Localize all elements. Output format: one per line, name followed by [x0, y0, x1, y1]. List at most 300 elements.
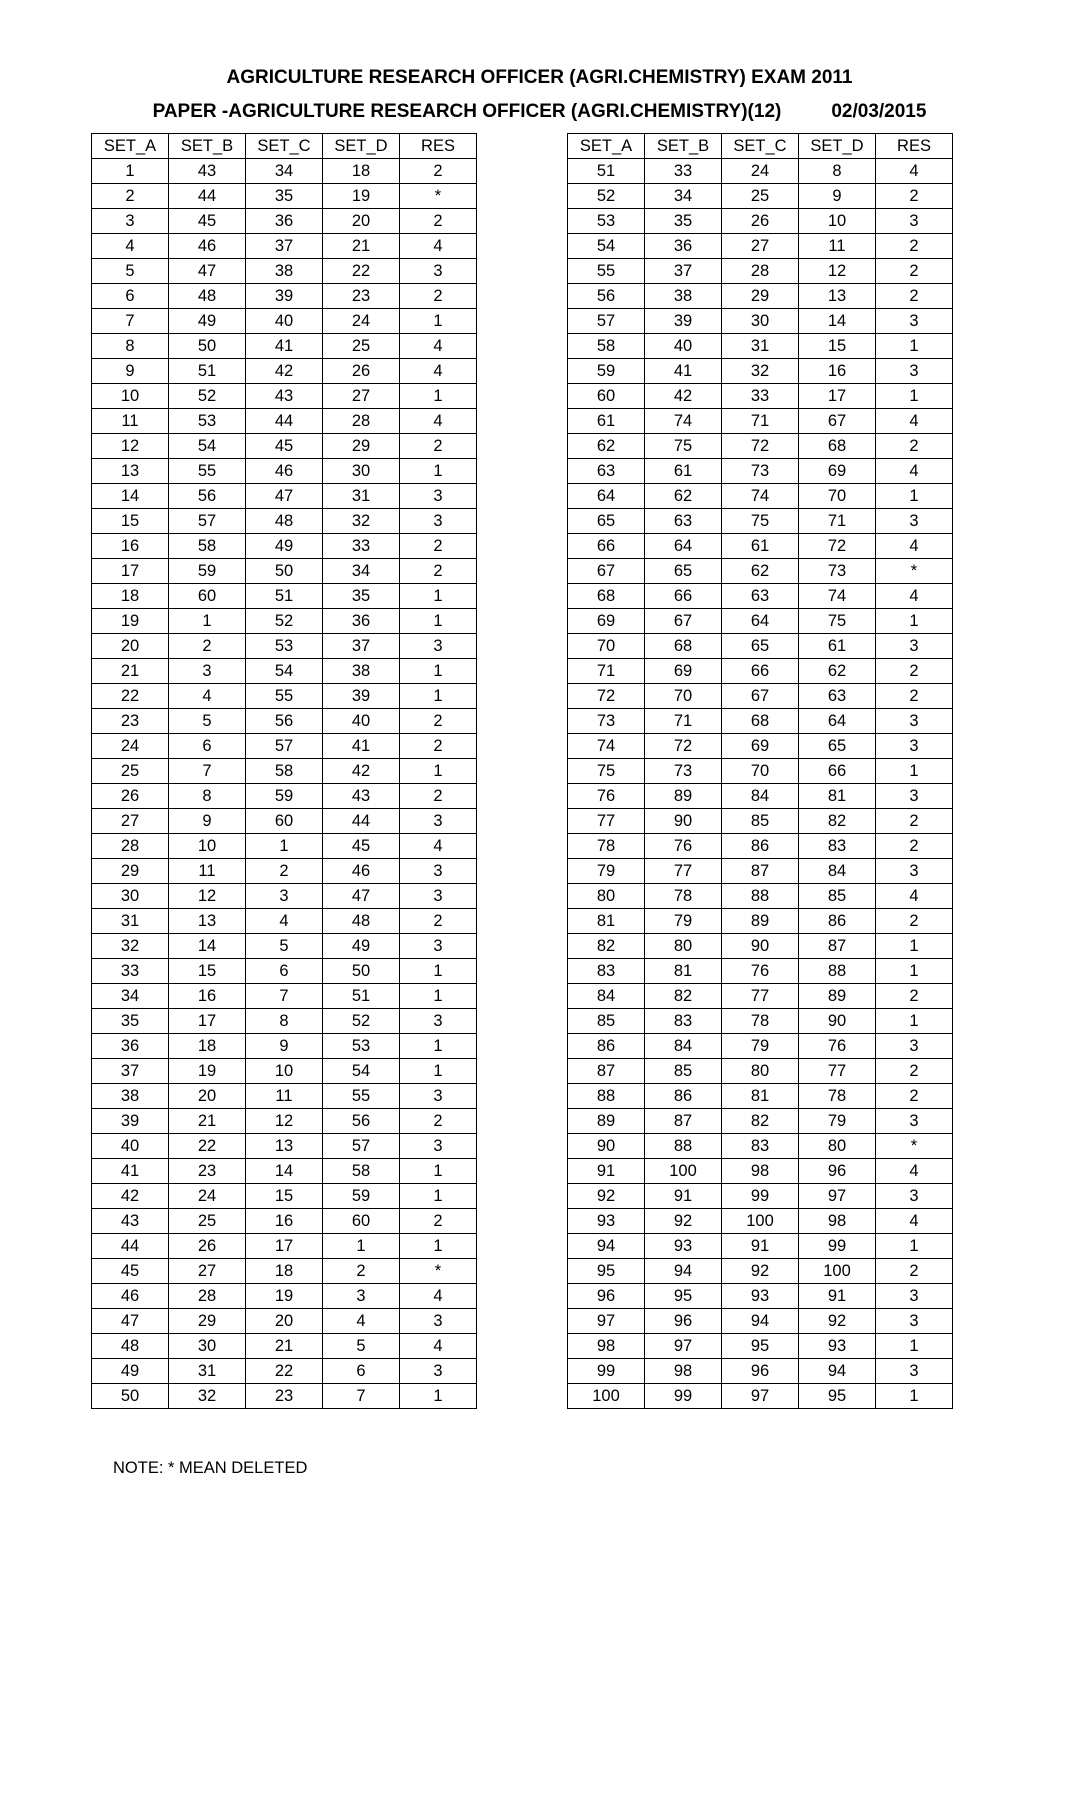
- table-row: [568, 484, 953, 509]
- table-cell: 2: [876, 834, 953, 859]
- table-cell: 51: [246, 584, 323, 609]
- table-cell: 20: [246, 1309, 323, 1334]
- table-cell: 15: [92, 509, 169, 534]
- table-row: [568, 659, 953, 684]
- table-row: [568, 1209, 953, 1234]
- table-row: [92, 659, 477, 684]
- table-cell: 47: [246, 484, 323, 509]
- table-row: [92, 534, 477, 559]
- table-row: [568, 984, 953, 1009]
- table-row: [92, 859, 477, 884]
- table-row: [92, 559, 477, 584]
- table-cell: 41: [246, 334, 323, 359]
- table-row: [568, 1159, 953, 1184]
- table-cell: 11: [169, 859, 246, 884]
- table-row: [92, 409, 477, 434]
- table-cell: 26: [92, 784, 169, 809]
- table-cell: 62: [568, 434, 645, 459]
- table-cell: 79: [722, 1034, 799, 1059]
- table-cell: 73: [799, 559, 876, 584]
- table-cell: 95: [568, 1259, 645, 1284]
- table-cell: 65: [568, 509, 645, 534]
- paper-name: PAPER -AGRICULTURE RESEARCH OFFICER (AGRI.CHEMISTRY)(12): [152, 101, 782, 122]
- table-cell: 97: [645, 1334, 722, 1359]
- table-cell: 76: [722, 959, 799, 984]
- table-cell: 62: [645, 484, 722, 509]
- table-cell: 72: [568, 684, 645, 709]
- table-cell: 1: [876, 384, 953, 409]
- table-cell: 82: [722, 1109, 799, 1134]
- table-row: [568, 384, 953, 409]
- table-cell: 2: [400, 709, 477, 734]
- table-cell: 86: [799, 909, 876, 934]
- table-cell: 48: [246, 509, 323, 534]
- table-cell: 25: [92, 759, 169, 784]
- table-cell: 39: [323, 684, 400, 709]
- table-cell: 16: [246, 1209, 323, 1234]
- table-cell: 90: [799, 1009, 876, 1034]
- table-cell: 56: [323, 1109, 400, 1134]
- table-cell: 1: [400, 1059, 477, 1084]
- table-cell: 27: [323, 384, 400, 409]
- table-body: [92, 159, 477, 1409]
- table-cell: 56: [568, 284, 645, 309]
- table-row: [568, 784, 953, 809]
- table-cell: 53: [246, 634, 323, 659]
- table-cell: 5: [246, 934, 323, 959]
- table-cell: 92: [568, 1184, 645, 1209]
- table-cell: 75: [645, 434, 722, 459]
- table-row: [568, 709, 953, 734]
- table-cell: 14: [246, 1159, 323, 1184]
- table-row: [92, 234, 477, 259]
- table-row: [92, 1359, 477, 1384]
- table-cell: 21: [169, 1109, 246, 1134]
- table-cell: 4: [400, 234, 477, 259]
- table-cell: 29: [169, 1309, 246, 1334]
- table-cell: 1: [876, 1009, 953, 1034]
- table-row: [92, 809, 477, 834]
- table-cell: 2: [876, 184, 953, 209]
- table-row: [568, 434, 953, 459]
- table-cell: 97: [568, 1309, 645, 1334]
- table-cell: 1: [876, 609, 953, 634]
- table-cell: 15: [169, 959, 246, 984]
- table-cell: 86: [568, 1034, 645, 1059]
- table-cell: 84: [722, 784, 799, 809]
- table-cell: 33: [92, 959, 169, 984]
- table-cell: 37: [645, 259, 722, 284]
- table-cell: 69: [568, 609, 645, 634]
- table-cell: 64: [722, 609, 799, 634]
- table-cell: 64: [799, 709, 876, 734]
- table-cell: 76: [645, 834, 722, 859]
- table-cell: 1: [876, 759, 953, 784]
- table-cell: 29: [722, 284, 799, 309]
- table-cell: 24: [323, 309, 400, 334]
- table-row: [568, 209, 953, 234]
- table-cell: 58: [568, 334, 645, 359]
- deleted-note: NOTE: * MEAN DELETED: [113, 1459, 308, 1477]
- table-cell: 77: [799, 1059, 876, 1084]
- table-row: [568, 734, 953, 759]
- table-row: [568, 884, 953, 909]
- table-row: [568, 509, 953, 534]
- table-cell: 34: [323, 559, 400, 584]
- table-cell: 67: [568, 559, 645, 584]
- table-row: [92, 1259, 477, 1284]
- table-cell: 83: [645, 1009, 722, 1034]
- table-row: [92, 509, 477, 534]
- table-cell: 59: [323, 1184, 400, 1209]
- table-cell: 39: [246, 284, 323, 309]
- table-cell: 3: [92, 209, 169, 234]
- table-row: [92, 1284, 477, 1309]
- table-cell: 75: [722, 509, 799, 534]
- table-cell: 60: [323, 1209, 400, 1234]
- table-cell: 57: [323, 1134, 400, 1159]
- table-cell: 3: [400, 809, 477, 834]
- answer-key-table-right: [567, 133, 953, 1409]
- table-cell: 73: [568, 709, 645, 734]
- table-row: [568, 959, 953, 984]
- table-row: [568, 809, 953, 834]
- table-cell: *: [876, 559, 953, 584]
- table-cell: 17: [246, 1234, 323, 1259]
- table-cell: 22: [169, 1134, 246, 1159]
- table-cell: 63: [568, 459, 645, 484]
- table-cell: 66: [568, 534, 645, 559]
- table-row: [568, 1359, 953, 1384]
- table-cell: 99: [568, 1359, 645, 1384]
- table-header-row: [568, 134, 953, 159]
- table-cell: 56: [246, 709, 323, 734]
- table-cell: 70: [799, 484, 876, 509]
- table-cell: 98: [799, 1209, 876, 1234]
- table-cell: 43: [92, 1209, 169, 1234]
- table-cell: 36: [323, 609, 400, 634]
- table-cell: 1: [876, 934, 953, 959]
- table-row: [568, 534, 953, 559]
- table-cell: 32: [92, 934, 169, 959]
- table-cell: 42: [323, 759, 400, 784]
- table-cell: 68: [799, 434, 876, 459]
- table-cell: 3: [876, 1284, 953, 1309]
- table-cell: 3: [876, 634, 953, 659]
- column-header: SET_D: [323, 134, 400, 159]
- table-cell: 5: [169, 709, 246, 734]
- table-row: [92, 384, 477, 409]
- table-cell: 30: [169, 1334, 246, 1359]
- table-row: [568, 1384, 953, 1409]
- table-cell: 3: [876, 734, 953, 759]
- table-header-row: [92, 134, 477, 159]
- table-cell: 74: [645, 409, 722, 434]
- table-cell: 95: [799, 1384, 876, 1409]
- table-cell: 12: [92, 434, 169, 459]
- table-cell: 84: [645, 1034, 722, 1059]
- table-cell: 52: [169, 384, 246, 409]
- table-cell: 71: [568, 659, 645, 684]
- table-row: [92, 834, 477, 859]
- table-cell: 18: [323, 159, 400, 184]
- table-row: [92, 1334, 477, 1359]
- table-cell: 70: [568, 634, 645, 659]
- table-cell: 59: [246, 784, 323, 809]
- table-cell: 14: [169, 934, 246, 959]
- table-cell: 7: [246, 984, 323, 1009]
- table-cell: 71: [722, 409, 799, 434]
- table-cell: 76: [568, 784, 645, 809]
- table-row: [568, 359, 953, 384]
- table-cell: 92: [799, 1309, 876, 1334]
- table-cell: 63: [799, 684, 876, 709]
- table-cell: 49: [169, 309, 246, 334]
- table-cell: 3: [400, 1359, 477, 1384]
- table-cell: 72: [645, 734, 722, 759]
- table-row: [92, 434, 477, 459]
- table-cell: 38: [92, 1084, 169, 1109]
- table-cell: 55: [568, 259, 645, 284]
- table-cell: *: [400, 1259, 477, 1284]
- table-cell: 3: [400, 259, 477, 284]
- table-row: [568, 759, 953, 784]
- table-cell: 4: [246, 909, 323, 934]
- table-row: [92, 609, 477, 634]
- table-cell: 84: [799, 859, 876, 884]
- table-cell: 97: [799, 1184, 876, 1209]
- table-cell: 20: [169, 1084, 246, 1109]
- table-row: [92, 934, 477, 959]
- table-cell: 80: [568, 884, 645, 909]
- table-cell: 51: [323, 984, 400, 1009]
- table-cell: 19: [323, 184, 400, 209]
- table-cell: 34: [645, 184, 722, 209]
- table-row: [92, 734, 477, 759]
- table-cell: 66: [799, 759, 876, 784]
- table-cell: 72: [799, 534, 876, 559]
- table-cell: 1: [876, 484, 953, 509]
- table-cell: 15: [799, 334, 876, 359]
- table-cell: 22: [323, 259, 400, 284]
- table-row: [92, 1384, 477, 1409]
- table-row: [92, 209, 477, 234]
- table-cell: 2: [876, 1259, 953, 1284]
- table-cell: 99: [645, 1384, 722, 1409]
- table-cell: 17: [799, 384, 876, 409]
- table-cell: 91: [568, 1159, 645, 1184]
- table-cell: 28: [323, 409, 400, 434]
- table-cell: 2: [876, 284, 953, 309]
- table-cell: 46: [169, 234, 246, 259]
- table-row: [568, 1009, 953, 1034]
- table-cell: 3: [400, 634, 477, 659]
- table-cell: 94: [722, 1309, 799, 1334]
- table-cell: 75: [799, 609, 876, 634]
- table-cell: 66: [645, 584, 722, 609]
- table-cell: 49: [246, 534, 323, 559]
- table-cell: 81: [722, 1084, 799, 1109]
- table-cell: 1: [400, 984, 477, 1009]
- table-cell: 8: [92, 334, 169, 359]
- table-cell: 44: [246, 409, 323, 434]
- table-cell: 6: [92, 284, 169, 309]
- table-cell: 70: [645, 684, 722, 709]
- table-row: [568, 1184, 953, 1209]
- table-cell: 4: [323, 1309, 400, 1334]
- table-cell: 3: [876, 209, 953, 234]
- table-cell: 78: [799, 1084, 876, 1109]
- table-cell: 69: [722, 734, 799, 759]
- table-row: [92, 184, 477, 209]
- table-cell: 33: [645, 159, 722, 184]
- table-cell: 34: [246, 159, 323, 184]
- table-cell: 91: [799, 1284, 876, 1309]
- table-cell: 5: [92, 259, 169, 284]
- table-cell: 97: [722, 1384, 799, 1409]
- table-cell: 12: [169, 884, 246, 909]
- table-cell: 69: [799, 459, 876, 484]
- table-cell: 2: [400, 159, 477, 184]
- table-cell: 1: [400, 1034, 477, 1059]
- table-cell: 53: [568, 209, 645, 234]
- table-cell: 3: [876, 709, 953, 734]
- table-cell: 3: [400, 484, 477, 509]
- table-row: [92, 709, 477, 734]
- table-row: [568, 559, 953, 584]
- table-cell: 90: [568, 1134, 645, 1159]
- table-cell: 3: [246, 884, 323, 909]
- table-cell: 44: [323, 809, 400, 834]
- table-cell: 74: [799, 584, 876, 609]
- table-cell: 68: [722, 709, 799, 734]
- table-cell: 35: [246, 184, 323, 209]
- table-cell: 2: [323, 1259, 400, 1284]
- table-cell: 4: [876, 1209, 953, 1234]
- table-cell: 2: [92, 184, 169, 209]
- table-cell: 100: [568, 1384, 645, 1409]
- table-cell: 65: [799, 734, 876, 759]
- table-cell: 52: [246, 609, 323, 634]
- table-cell: 62: [799, 659, 876, 684]
- table-cell: 100: [722, 1209, 799, 1234]
- table-cell: 39: [92, 1109, 169, 1134]
- table-cell: 95: [722, 1334, 799, 1359]
- table-cell: 94: [799, 1359, 876, 1384]
- table-cell: 1: [400, 1159, 477, 1184]
- table-row: [92, 684, 477, 709]
- table-cell: 1: [246, 834, 323, 859]
- table-cell: 30: [323, 459, 400, 484]
- table-cell: 36: [92, 1034, 169, 1059]
- table-cell: 2: [876, 234, 953, 259]
- table-cell: 4: [876, 159, 953, 184]
- table-cell: 2: [400, 909, 477, 934]
- table-cell: 23: [92, 709, 169, 734]
- table-cell: 76: [799, 1034, 876, 1059]
- table-cell: 20: [323, 209, 400, 234]
- table-cell: 2: [876, 1084, 953, 1109]
- table-row: [568, 184, 953, 209]
- table-cell: 79: [645, 909, 722, 934]
- table-cell: 2: [400, 1209, 477, 1234]
- table-cell: 87: [645, 1109, 722, 1134]
- table-cell: 27: [722, 234, 799, 259]
- table-cell: 9: [246, 1034, 323, 1059]
- table-cell: 1: [323, 1234, 400, 1259]
- table-cell: 48: [169, 284, 246, 309]
- table-cell: 12: [799, 259, 876, 284]
- table-cell: 2: [876, 259, 953, 284]
- table-cell: 4: [400, 1284, 477, 1309]
- table-cell: 3: [876, 309, 953, 334]
- table-cell: 34: [92, 984, 169, 1009]
- table-cell: 3: [876, 784, 953, 809]
- table-cell: 28: [169, 1284, 246, 1309]
- table-row: [568, 909, 953, 934]
- column-header: RES: [876, 134, 953, 159]
- table-cell: 46: [246, 459, 323, 484]
- table-row: [568, 859, 953, 884]
- table-cell: 9: [799, 184, 876, 209]
- table-cell: 4: [876, 459, 953, 484]
- table-cell: 83: [799, 834, 876, 859]
- table-row: [92, 1184, 477, 1209]
- table-cell: 3: [400, 509, 477, 534]
- table-cell: 60: [169, 584, 246, 609]
- table-cell: 85: [645, 1059, 722, 1084]
- table-cell: 18: [169, 1034, 246, 1059]
- table-cell: 51: [169, 359, 246, 384]
- table-cell: 2: [400, 209, 477, 234]
- table-cell: 35: [92, 1009, 169, 1034]
- table-cell: 14: [92, 484, 169, 509]
- table-cell: 2: [876, 909, 953, 934]
- table-cell: 3: [876, 1359, 953, 1384]
- table-cell: 2: [876, 434, 953, 459]
- table-cell: 8: [169, 784, 246, 809]
- table-row: [92, 309, 477, 334]
- table-cell: 98: [568, 1334, 645, 1359]
- table-cell: 73: [722, 459, 799, 484]
- table-cell: 29: [92, 859, 169, 884]
- table-cell: 6: [323, 1359, 400, 1384]
- table-cell: 96: [722, 1359, 799, 1384]
- table-cell: 11: [799, 234, 876, 259]
- table-cell: 18: [246, 1259, 323, 1284]
- table-row: [92, 334, 477, 359]
- table-cell: 50: [246, 559, 323, 584]
- page-title: AGRICULTURE RESEARCH OFFICER (AGRI.CHEMISTRY) EXAM 2011: [226, 67, 853, 88]
- table-cell: 82: [568, 934, 645, 959]
- table-cell: 1: [400, 759, 477, 784]
- table-cell: 80: [799, 1134, 876, 1159]
- table-cell: 31: [92, 909, 169, 934]
- table-row: [568, 1059, 953, 1084]
- table-cell: 52: [323, 1009, 400, 1034]
- table-cell: 19: [169, 1059, 246, 1084]
- table-cell: 62: [722, 559, 799, 584]
- table-cell: 27: [92, 809, 169, 834]
- table-cell: 59: [568, 359, 645, 384]
- table-cell: 12: [246, 1109, 323, 1134]
- table-row: [568, 834, 953, 859]
- table-cell: 54: [246, 659, 323, 684]
- table-cell: 49: [323, 934, 400, 959]
- table-cell: 47: [92, 1309, 169, 1334]
- table-cell: 16: [92, 534, 169, 559]
- table-row: [92, 159, 477, 184]
